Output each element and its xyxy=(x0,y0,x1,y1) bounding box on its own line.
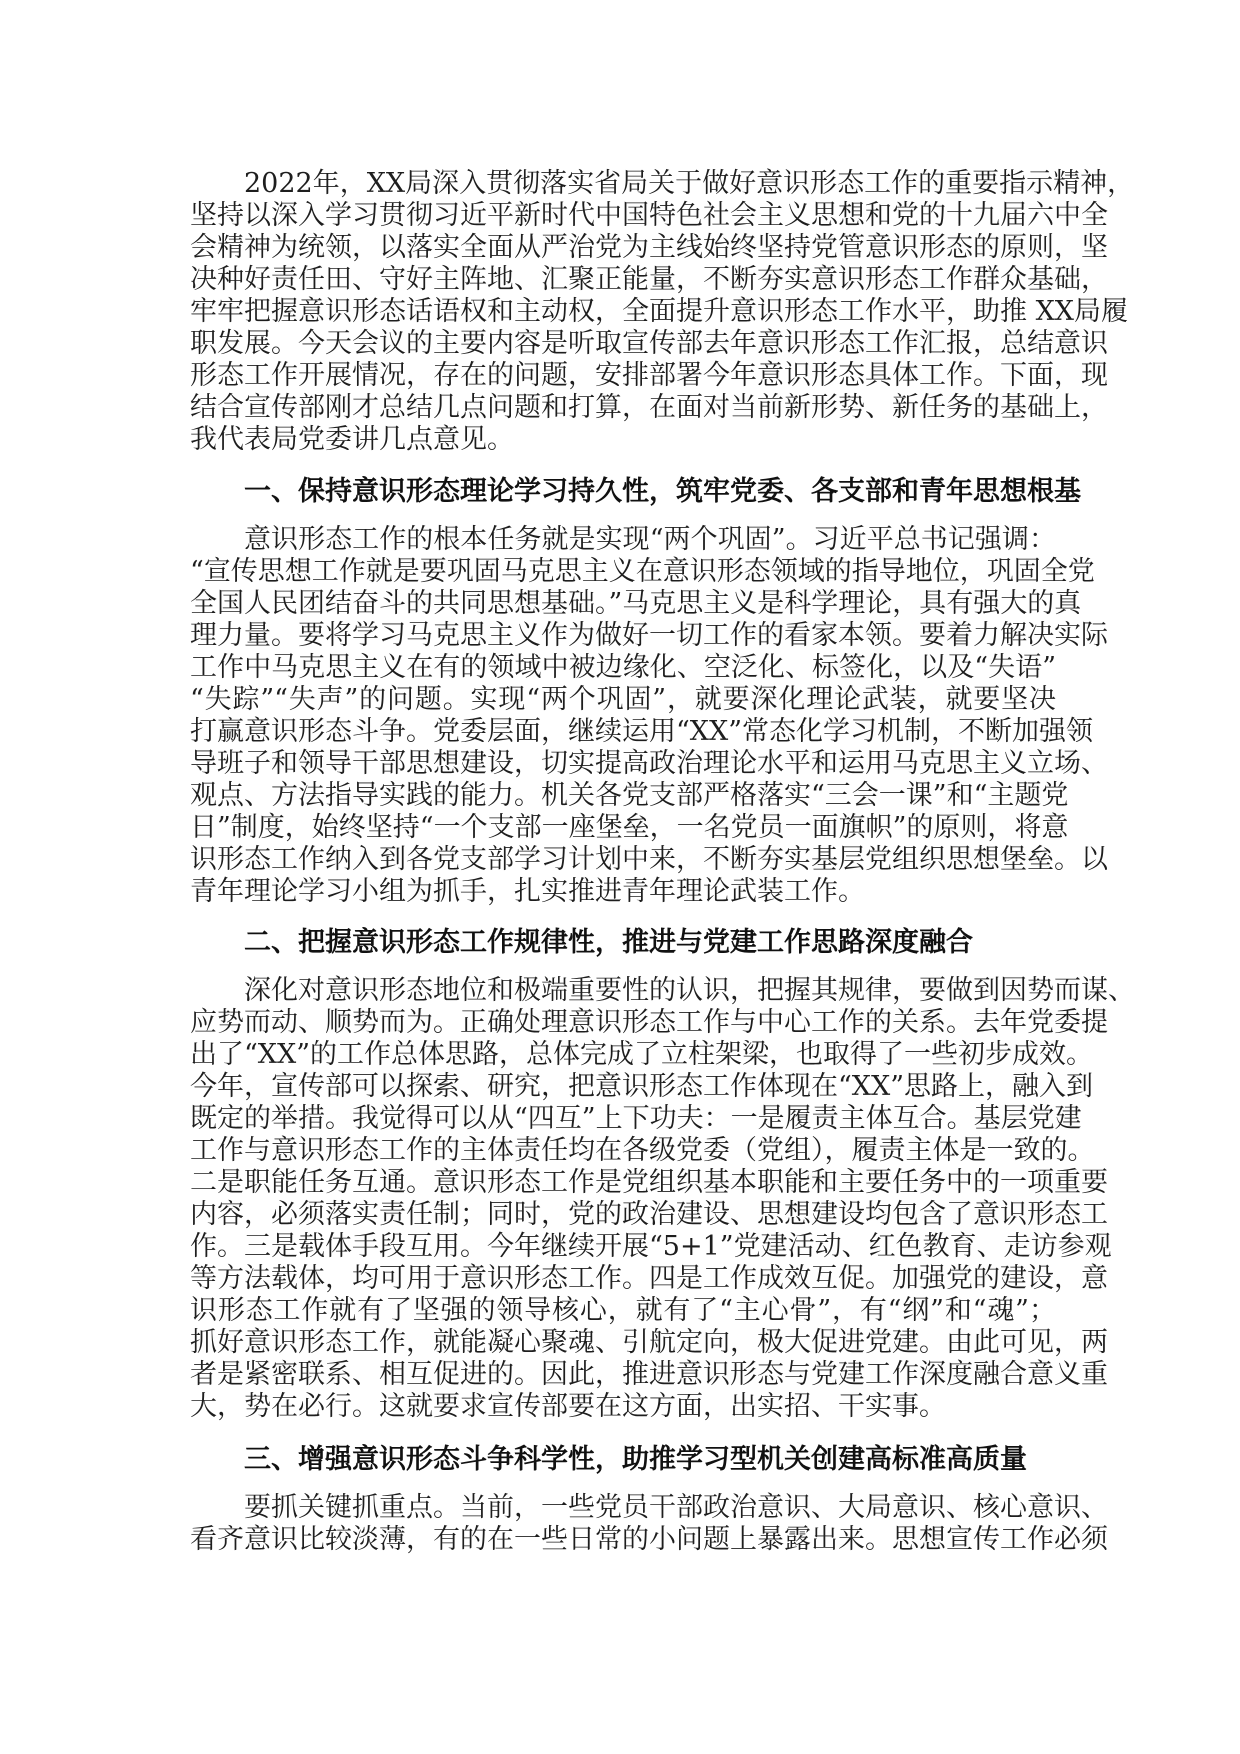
section-heading-1: 一、保持意识形态理论学习持久性，筑牢党委、各支部和青年思想根基 xyxy=(244,476,1081,507)
text-line: 坚持以深入学习贯彻习近平新时代中国特色社会主义思想和党的十九届六中全 xyxy=(190,200,1108,231)
text-line: 2022年，XX局深入贯彻落实省局关于做好意识形态工作的重要指示精神， xyxy=(244,168,1135,199)
text-line: 理力量。要将学习马克思主义作为做好一切工作的看家本领。要着力解决实际 xyxy=(190,620,1108,651)
text-line: 大，势在必行。这就要求宣传部要在这方面，出实招、干实事。 xyxy=(190,1391,946,1422)
intro-paragraph xyxy=(190,168,1135,456)
text-line: 日”制度，始终坚持“一个支部一座堡垒，一名党员一面旗帜”的原则，将意 xyxy=(190,812,1069,843)
section-2-paragraph xyxy=(190,975,1135,1423)
section-heading-2: 二、把握意识形态工作规律性，推进与党建工作思路深度融合 xyxy=(244,927,973,958)
text-line: 全国人民团结奋斗的共同思想基础。”马克思主义是科学理论，具有强大的真 xyxy=(190,588,1082,619)
section-heading-3: 三、增强意识形态斗争科学性，助推学习型机关创建高标准高质量 xyxy=(244,1444,1027,1475)
text-line: 结合宣传部刚才总结几点问题和打算，在面对当前新形势、新任务的基础上， xyxy=(190,392,1108,423)
text-line: 意识形态工作的根本任务就是实现“两个巩固”。习近平总书记强调： xyxy=(244,524,1056,555)
text-line: “失踪”“失声”的问题。实现“两个巩固”，就要深化理论武装，就要坚决 xyxy=(190,684,1056,715)
text-line: 既定的举措。我觉得可以从“四互”上下功夫：一是履责主体互合。基层党建 xyxy=(190,1103,1082,1134)
text-line: 导班子和领导干部思想建设，切实提高政治理论水平和运用马克思主义立场、 xyxy=(190,748,1108,779)
text-line: 深化对意识形态地位和极端重要性的认识，把握其规律，要做到因势而谋、 xyxy=(244,975,1135,1006)
text-line: 等方法载体，均可用于意识形态工作。四是工作成效互促。加强党的建设，意 xyxy=(190,1263,1108,1294)
text-line: 打赢意识形态斗争。党委层面，继续运用“XX”常态化学习机制，不断加强领 xyxy=(190,716,1094,747)
text-line: 识形态工作就有了坚强的领导核心，就有了“主心骨”，有“纲”和“魂”； xyxy=(190,1295,1056,1326)
text-line: 二是职能任务互通。意识形态工作是党组织基本职能和主要任务中的一项重要 xyxy=(190,1167,1108,1198)
text-line: 应势而动、顺势而为。正确处理意识形态工作与中心工作的关系。去年党委提 xyxy=(190,1007,1108,1038)
text-line: 观点、方法指导实践的能力。机关各党支部严格落实“三会一课”和“主题党 xyxy=(190,780,1069,811)
text-line: 形态工作开展情况，存在的问题，安排部署今年意识形态具体工作。下面，现 xyxy=(190,360,1108,391)
text-line: 决种好责任田、守好主阵地、汇聚正能量，不断夯实意识形态工作群众基础， xyxy=(190,264,1108,295)
text-line: 我代表局党委讲几点意见。 xyxy=(190,424,514,455)
text-line: 作。三是载体手段互用。今年继续开展“5+1”党建活动、红色教育、走访参观 xyxy=(190,1231,1112,1262)
text-line: 识形态工作纳入到各党支部学习计划中来，不断夯实基层党组织思想堡垒。以 xyxy=(190,844,1108,875)
text-line: 者是紧密联系、相互促进的。因此，推进意识形态与党建工作深度融合意义重 xyxy=(190,1359,1108,1390)
text-line: 会精神为统领，以落实全面从严治党为主线始终坚持党管意识形态的原则，坚 xyxy=(190,232,1108,263)
text-line: 要抓关键抓重点。当前，一些党员干部政治意识、大局意识、核心意识、 xyxy=(244,1492,1108,1523)
section-3-paragraph xyxy=(190,1492,1108,1556)
text-line: 青年理论学习小组为抓手，扎实推进青年理论武装工作。 xyxy=(190,876,865,907)
text-line: 出了“XX”的工作总体思路，总体完成了立柱架梁，也取得了一些初步成效。 xyxy=(190,1039,1094,1070)
text-line: 看齐意识比较淡薄，有的在一些日常的小问题上暴露出来。思想宣传工作必须 xyxy=(190,1524,1108,1555)
text-line: 牢牢把握意识形态话语权和主动权，全面提升意识形态工作水平，助推 XX局履 xyxy=(190,296,1129,327)
text-line: 职发展。今天会议的主要内容是听取宣传部去年意识形态工作汇报，总结意识 xyxy=(190,328,1108,359)
section-1-paragraph xyxy=(190,524,1108,908)
text-line: 抓好意识形态工作，就能凝心聚魂、引航定向，极大促进党建。由此可见，两 xyxy=(190,1327,1108,1358)
text-line: 内容，必须落实责任制；同时，党的政治建设、思想建设均包含了意识形态工 xyxy=(190,1199,1108,1230)
text-line: 今年，宣传部可以探索、研究，把意识形态工作体现在“XX”思路上，融入到 xyxy=(190,1071,1094,1102)
text-line: 工作中马克思主义在有的领域中被边缘化、空泛化、标签化，以及“失语” xyxy=(190,652,1056,683)
text-line: “宣传思想工作就是要巩固马克思主义在意识形态领域的指导地位，巩固全党 xyxy=(190,556,1095,587)
text-line: 工作与意识形态工作的主体责任均在各级党委（党组），履责主体是一致的。 xyxy=(190,1135,1095,1166)
